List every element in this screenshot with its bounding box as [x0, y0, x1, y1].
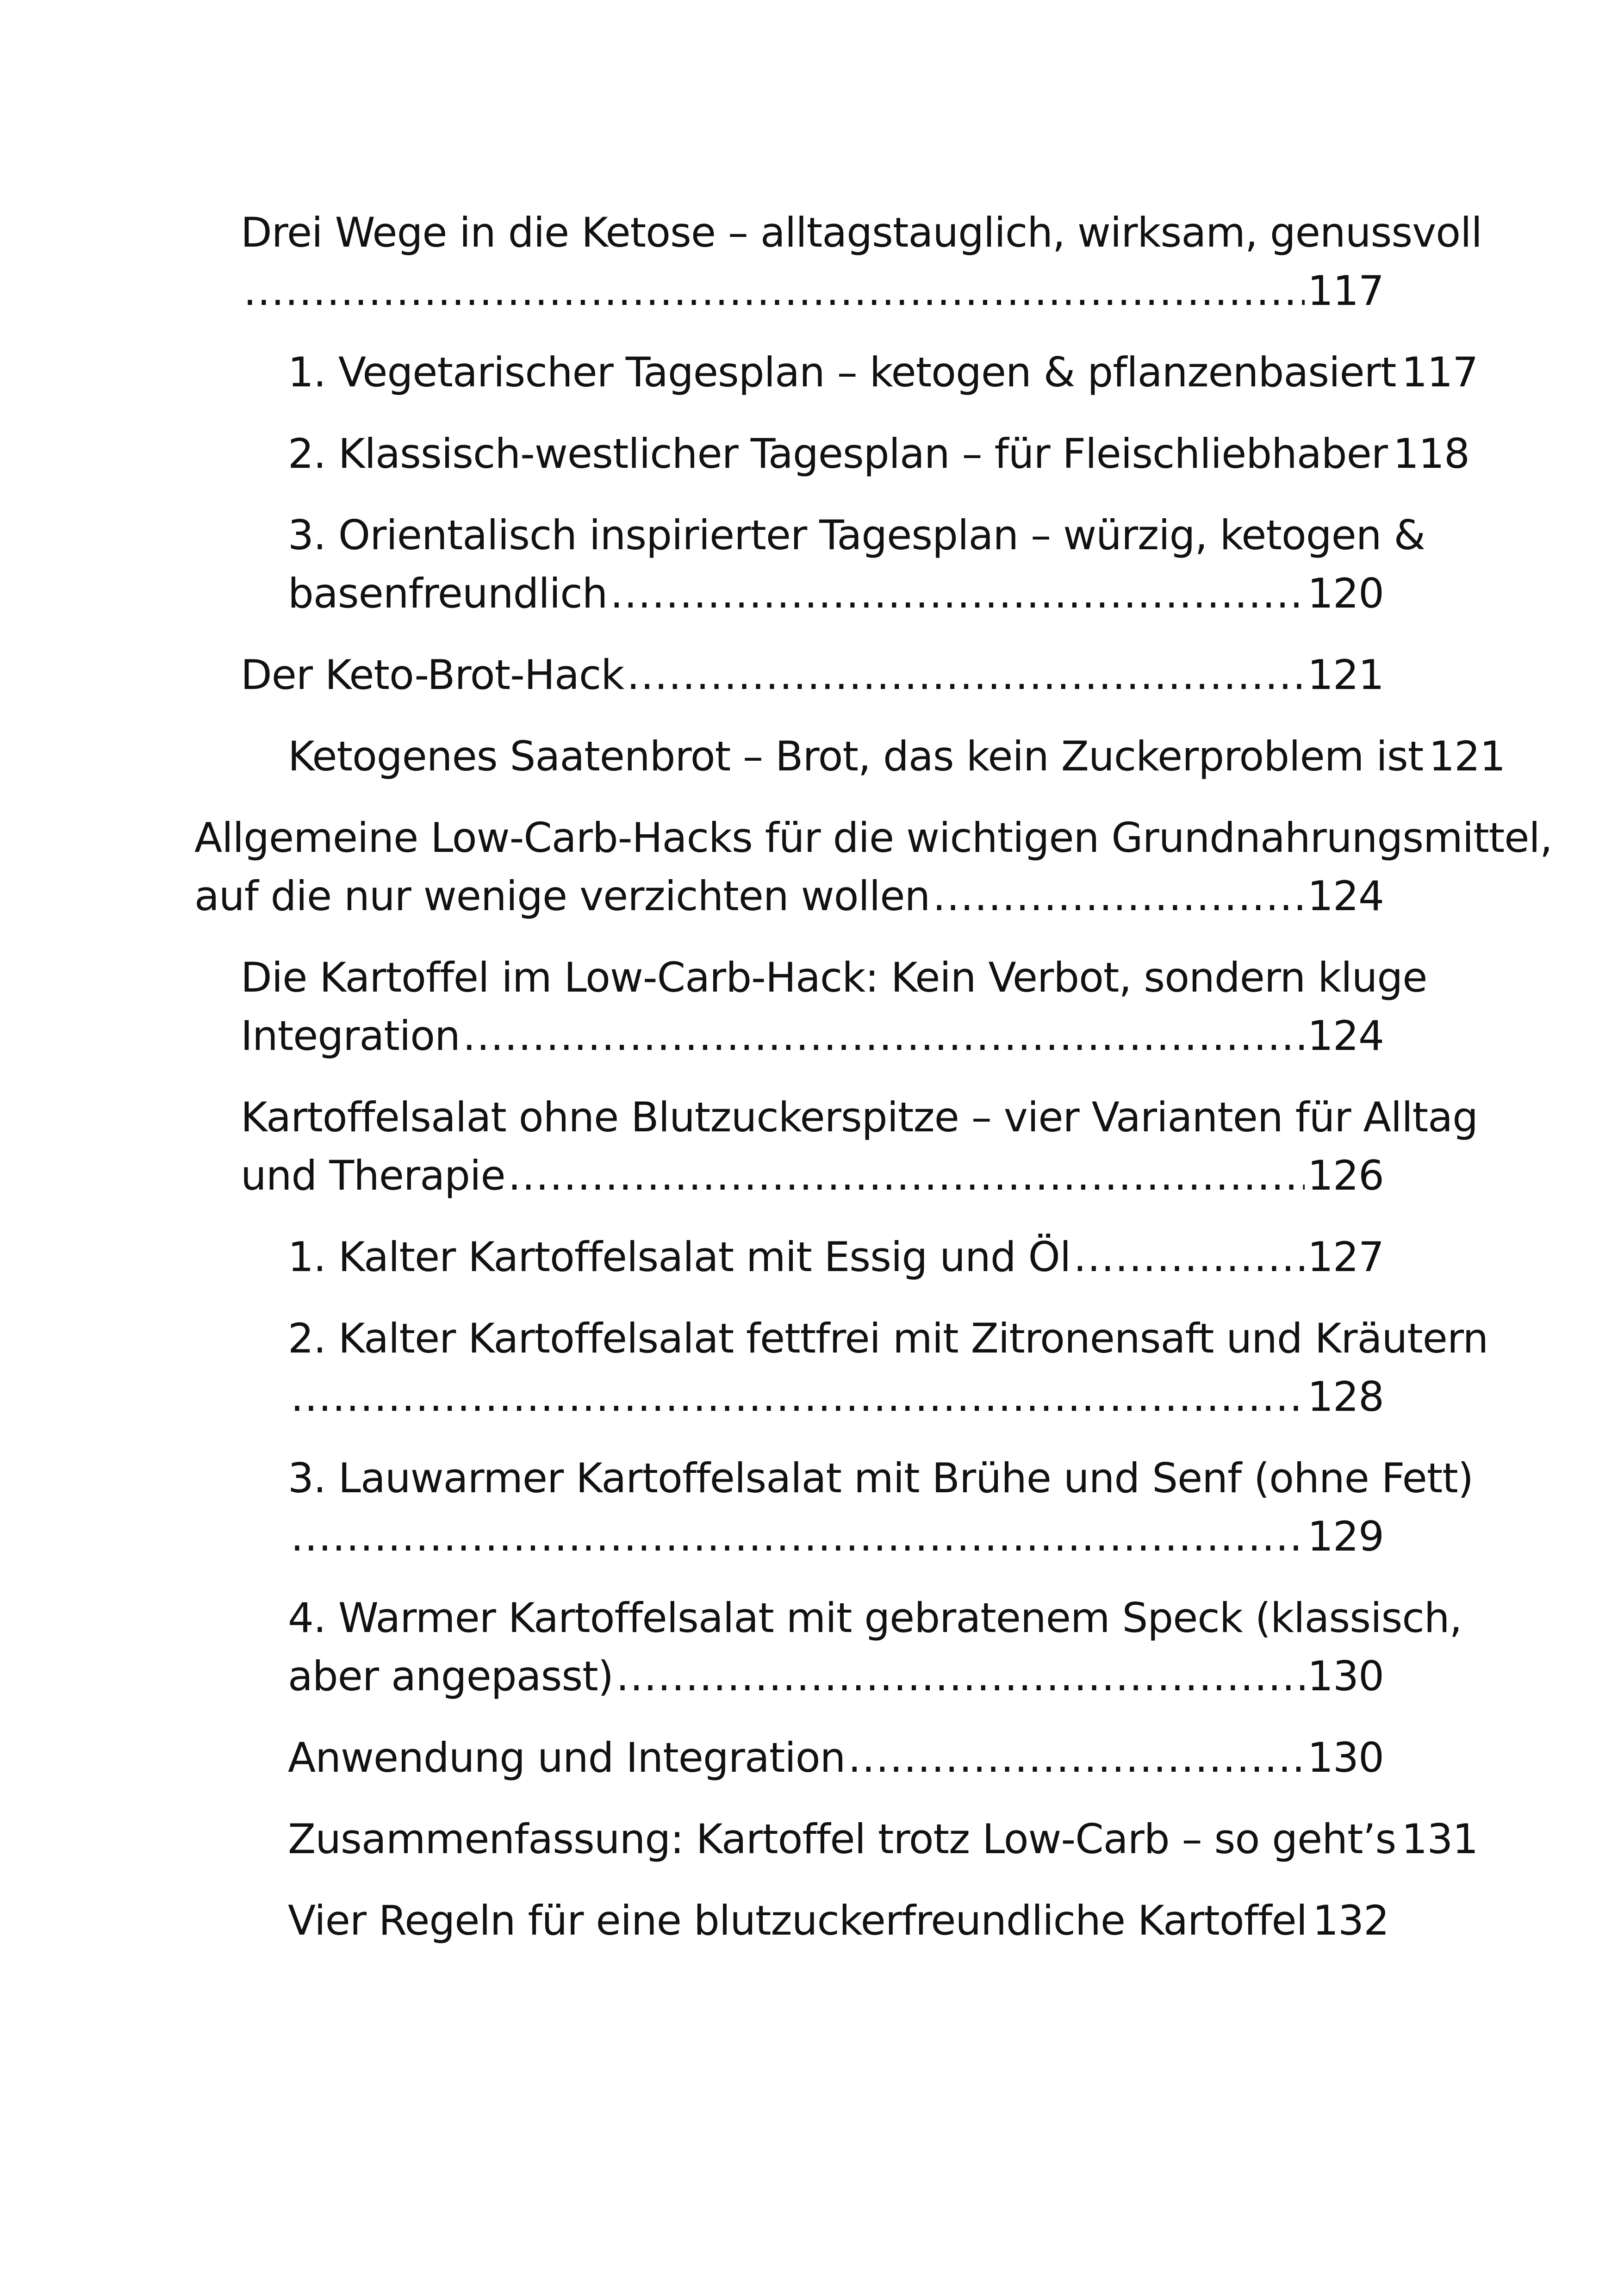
- toc-entry-title-line: 3. Orientalisch inspirierter Tagesplan – würzig, ketogen &: [288, 511, 1425, 559]
- toc-entry-title-line: 4. Warmer Kartoffelsalat mit gebratenem Speck (klassisch,: [288, 1594, 1462, 1642]
- toc-entry-leader-line: [288, 1228, 1384, 1286]
- toc-entry-title: Integration: [241, 1012, 460, 1060]
- toc-entry-leader-line: [288, 1368, 1384, 1426]
- toc-entry-leader-line: [288, 343, 1478, 402]
- toc-entry-page-number: 129: [1307, 1513, 1384, 1560]
- dot-leader: [243, 262, 1305, 320]
- toc-entry-page-number: 127: [1307, 1233, 1384, 1281]
- toc-entry-leader-line: [288, 425, 1469, 483]
- dot-leader: [616, 1647, 1305, 1706]
- toc-entry[interactable]: [194, 1892, 1389, 1950]
- toc-entry[interactable]: [194, 425, 1469, 483]
- toc-entry-title: 1. Kalter Kartoffelsalat mit Essig und Öl: [288, 1233, 1071, 1281]
- toc-entry-title-line: Allgemeine Low-Carb-Hacks für die wichtigen Grundnahrungsmittel,: [194, 814, 1552, 862]
- toc-entry[interactable]: [194, 1810, 1478, 1868]
- toc-entry-page-number: 121: [1307, 651, 1384, 699]
- toc-entry[interactable]: [194, 1729, 1384, 1787]
- toc-entry-page-number: 130: [1307, 1734, 1384, 1781]
- toc-entry[interactable]: [194, 1589, 1462, 1706]
- toc-entry-leader-line: [288, 1647, 1384, 1706]
- toc-entry[interactable]: [194, 809, 1552, 925]
- toc-entry[interactable]: [194, 1088, 1478, 1205]
- toc-entry-title: und Therapie: [241, 1152, 505, 1199]
- toc-entry-leader-line: [288, 1508, 1384, 1566]
- toc-entry[interactable]: [194, 1449, 1474, 1566]
- toc-entry-title: Ketogenes Saatenbrot – Brot, das kein Zuckerproblem ist: [288, 732, 1424, 780]
- toc-entry-leader-line: [288, 565, 1384, 623]
- toc-entry-title-line: 2. Kalter Kartoffelsalat fettfrei mit Zitronensaft und Kräutern: [288, 1315, 1488, 1362]
- dot-leader: [933, 867, 1305, 925]
- toc-entry-title: Zusammenfassung: Kartoffel trotz Low-Carb – so geht’s: [288, 1815, 1396, 1863]
- dot-leader: [463, 1007, 1305, 1065]
- toc-entry[interactable]: [194, 343, 1478, 402]
- toc-entry-title-line: 3. Lauwarmer Kartoffelsalat mit Brühe und Senf (ohne Fett): [288, 1454, 1474, 1502]
- toc-entry[interactable]: [194, 204, 1482, 320]
- toc-entry-page-number: 120: [1307, 570, 1384, 617]
- toc-entry-leader-line: [288, 727, 1506, 786]
- toc-entry[interactable]: [194, 949, 1427, 1065]
- toc-entry-title-line: Kartoffelsalat ohne Blutzuckerspitze – vier Varianten für Alltag: [241, 1093, 1478, 1141]
- dot-leader: [508, 1147, 1305, 1205]
- dot-leader: [610, 565, 1305, 623]
- toc-entry-leader-line: [288, 1892, 1389, 1950]
- toc-entry-page-number: 121: [1429, 732, 1506, 780]
- toc-entry-page-number: 118: [1393, 430, 1469, 478]
- toc-entry-title: 2. Klassisch-westlicher Tagesplan – für Fleischliebhaber: [288, 430, 1388, 478]
- toc-entry-leader-line: [241, 262, 1384, 320]
- toc-entry-title: Der Keto-Brot-Hack: [241, 651, 624, 699]
- toc-entry-page-number: 124: [1307, 872, 1384, 920]
- dot-leader: [291, 1508, 1305, 1566]
- toc-entry-title: Anwendung und Integration: [288, 1734, 846, 1781]
- table-of-contents: [194, 204, 1552, 1973]
- toc-entry[interactable]: [194, 646, 1384, 704]
- toc-entry-page-number: 128: [1307, 1373, 1384, 1421]
- toc-entry[interactable]: [194, 1228, 1384, 1286]
- toc-entry[interactable]: [194, 727, 1506, 786]
- toc-entry-title: aber angepasst): [288, 1652, 614, 1700]
- toc-entry-page-number: 117: [1401, 348, 1478, 396]
- toc-entry[interactable]: [194, 1309, 1488, 1426]
- toc-entry-page-number: 124: [1307, 1012, 1384, 1060]
- dot-leader: [627, 646, 1305, 704]
- toc-entry-title: Vier Regeln für eine blutzuckerfreundliche Kartoffel: [288, 1897, 1307, 1944]
- toc-entry-leader-line: [241, 1147, 1384, 1205]
- toc-entry-title: basenfreundlich: [288, 570, 608, 617]
- toc-entry-leader-line: [241, 646, 1384, 704]
- dot-leader: [1073, 1228, 1305, 1286]
- toc-entry-title: 1. Vegetarischer Tagesplan – ketogen & pflanzenbasiert: [288, 348, 1396, 396]
- toc-entry-leader-line: [288, 1810, 1478, 1868]
- toc-entry-page-number: 132: [1313, 1897, 1389, 1944]
- toc-entry-title: auf die nur wenige verzichten wollen: [194, 872, 930, 920]
- dot-leader: [291, 1368, 1305, 1426]
- toc-entry-leader-line: [194, 867, 1384, 925]
- toc-entry-page-number: 131: [1401, 1815, 1478, 1863]
- toc-entry-page-number: 130: [1307, 1652, 1384, 1700]
- toc-entry-page-number: 117: [1307, 267, 1384, 315]
- toc-entry-title-line: Drei Wege in die Ketose – alltagstauglich, wirksam, genussvoll: [241, 209, 1482, 256]
- toc-entry[interactable]: [194, 506, 1425, 623]
- toc-entry-title-line: Die Kartoffel im Low-Carb-Hack: Kein Verbot, sondern kluge: [241, 954, 1427, 1001]
- dot-leader: [848, 1729, 1305, 1787]
- toc-entry-page-number: 126: [1307, 1152, 1384, 1199]
- toc-entry-leader-line: [288, 1729, 1384, 1787]
- toc-entry-leader-line: [241, 1007, 1384, 1065]
